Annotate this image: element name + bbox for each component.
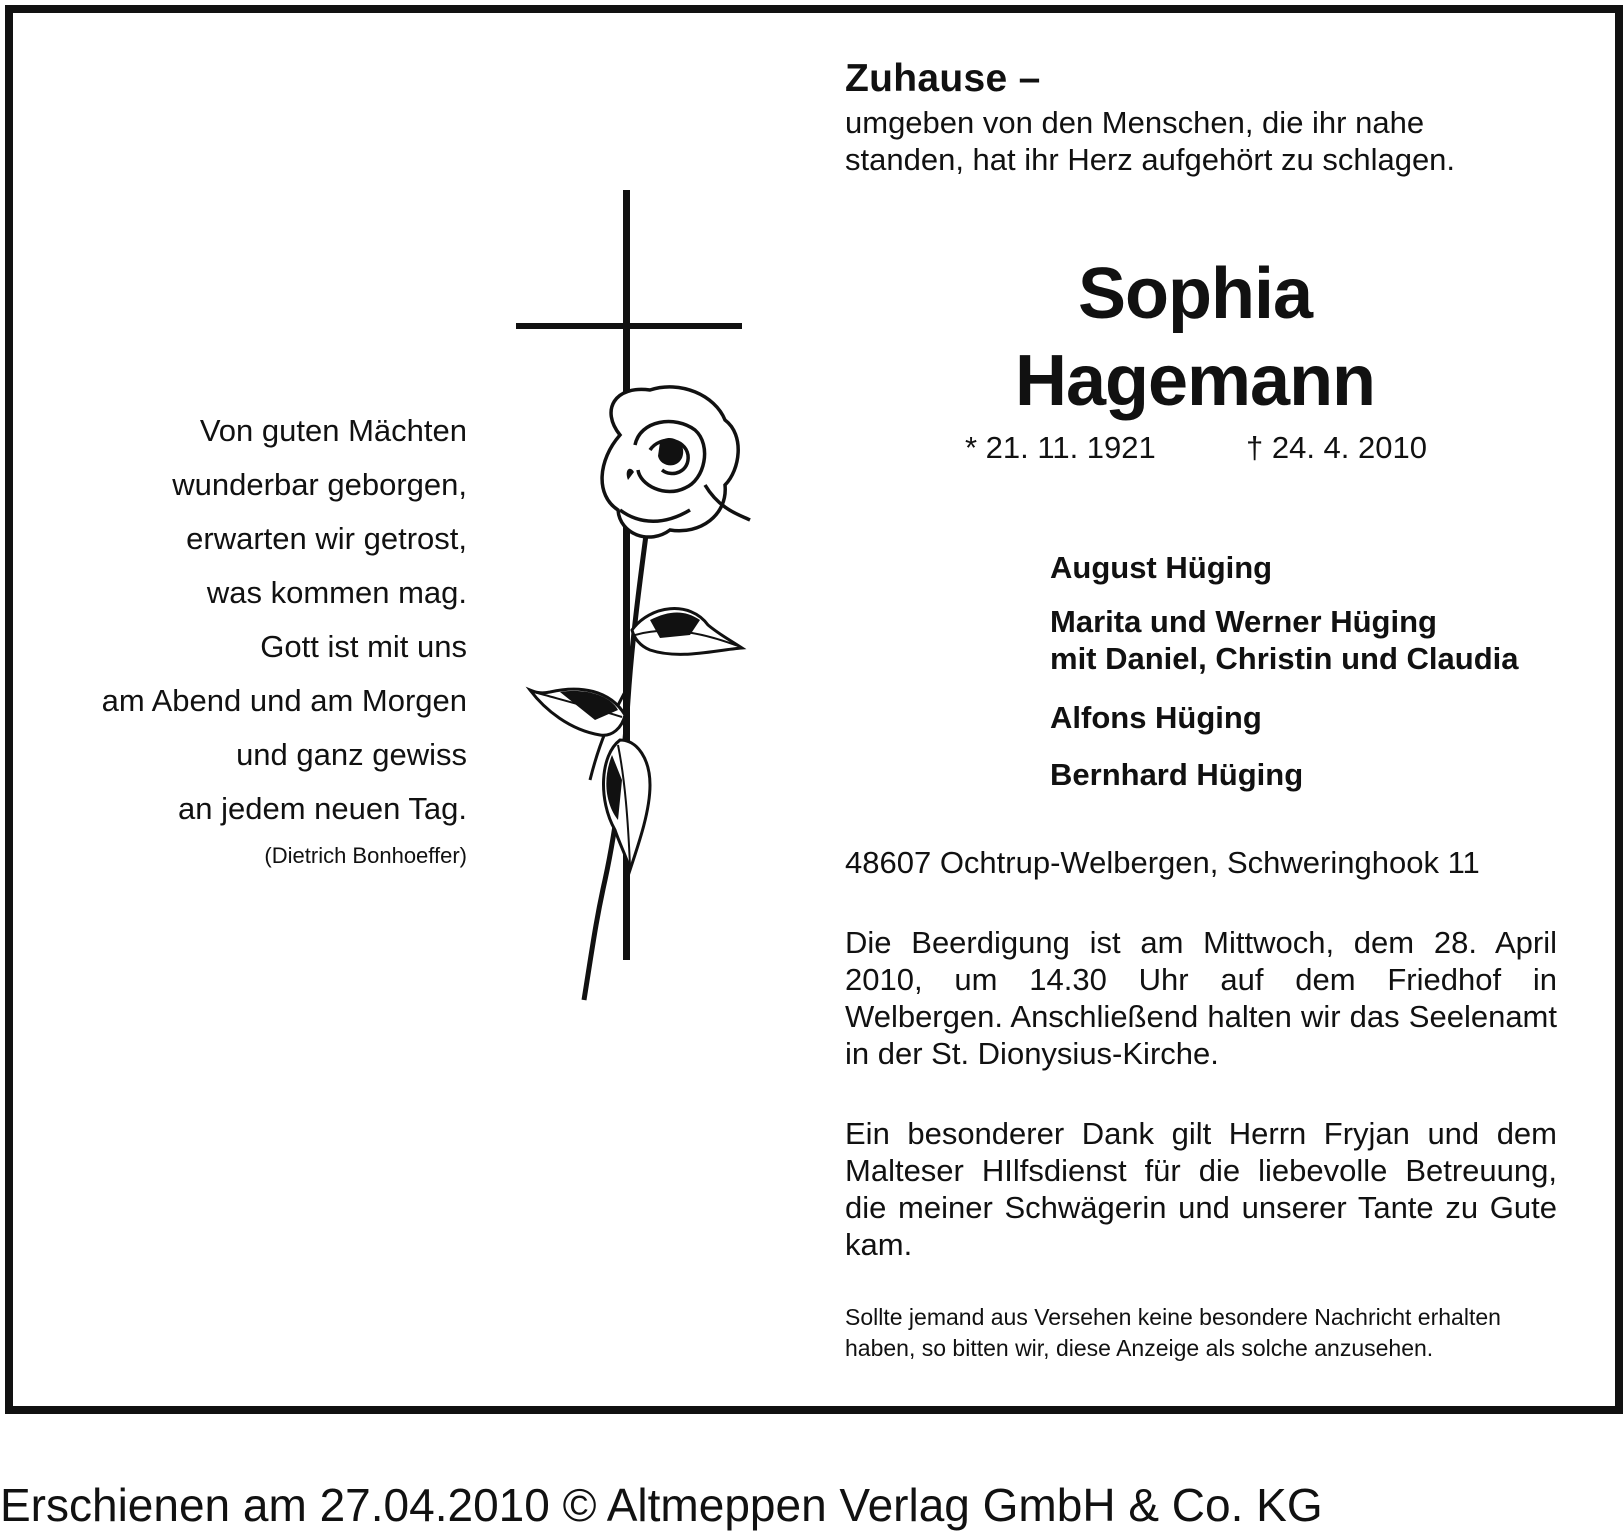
publication-footer: Erschienen am 27.04.2010 © Altmeppen Verlag GmbH & Co. KG [0,1479,1323,1531]
birth-date: * 21. 11. 1921 [965,430,1156,465]
mourner-line-4: Alfons Hüging [1050,700,1262,735]
notice-paragraph: Sollte jemand aus Versehen keine besondere Nachricht erhalten haben, so bitten wir, diese Anzeige als solche anzusehen. [845,1304,1501,1361]
poem-line-7: und ganz gewiss [236,737,467,772]
poem-line-6: am Abend und am Morgen [101,683,467,718]
deceased-first-name: Sophia [1077,254,1312,334]
poem-line-1: Von guten Mächten [199,413,467,448]
intro-line-1: umgeben von den Menschen, die ihr nahe [845,105,1425,140]
death-date: † 24. 4. 2010 [1246,430,1427,465]
mourner-line-1: August Hüging [1050,550,1273,585]
mourner-line-3: mit Daniel, Christin und Claudia [1050,641,1519,676]
funeral-paragraph: Die Beerdigung ist am Mittwoch, dem 28. April 2010, um 14.30 Uhr auf dem Friedhof in Welbergen. Anschließend halten wir das Seelenamt in der St. Dionysius-Kirche. [845,925,1557,1071]
poem-line-4: was kommen mag. [206,575,467,610]
mourner-line-2: Marita und Werner Hüging [1050,604,1437,639]
poem-author: (Dietrich Bonhoeffer) [264,843,467,868]
address: 48607 Ochtrup-Welbergen, Schweringhook 11 [845,845,1480,880]
poem-line-3: erwarten wir getrost, [186,521,467,556]
intro-line-2: standen, hat ihr Herz aufgehört zu schlagen. [845,142,1456,177]
cross-with-rose-icon [500,180,760,1010]
mourner-line-5: Bernhard Hüging [1050,757,1304,792]
poem-line-2: wunderbar geborgen, [172,467,467,502]
thanks-paragraph: Ein besonderer Dank gilt Herrn Fryjan und dem Malteser HIlfsdienst für die liebevolle Betreuung, die meiner Schwägerin und unserer Tante zu Gute kam. [845,1116,1557,1262]
poem-line-5: Gott ist mit uns [260,629,467,664]
intro-heading: Zuhause – [845,57,1041,100]
deceased-last-name: Hagemann [1014,341,1376,421]
poem-line-8: an jedem neuen Tag. [178,791,467,826]
